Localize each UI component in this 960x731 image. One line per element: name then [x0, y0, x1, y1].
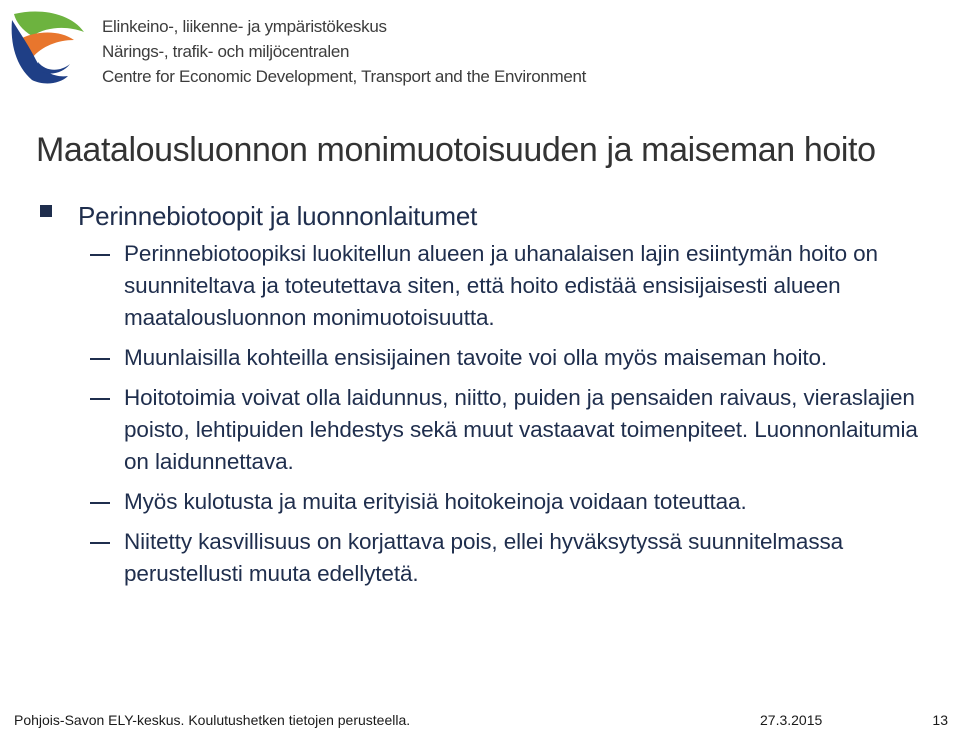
- page-number: 13: [932, 712, 948, 728]
- dash-bullet-icon: [90, 254, 110, 256]
- footer-source: Pohjois-Savon ELY-keskus. Koulutushetken tietojen perusteella.: [14, 712, 411, 728]
- sub-bullet-list: [0, 238, 960, 590]
- slide-content: [0, 198, 960, 598]
- sub-bullet-text: Myös kulotusta ja muita erityisiä hoitokeinoja voidaan toteuttaa.: [124, 489, 747, 514]
- slide-footer: [0, 709, 960, 731]
- sub-bullet-text: Muunlaisilla kohteilla ensisijainen tavoite voi olla myös maiseman hoito.: [124, 345, 828, 370]
- square-bullet-icon: [40, 205, 52, 217]
- sub-bullet-item: [0, 486, 940, 518]
- main-bullet-text: Perinnebiotoopit ja luonnonlaitumet: [78, 201, 478, 231]
- sub-bullet-text: Perinnebiotoopiksi luokitellun alueen ja uhanalaisen lajin esiintymän hoito on suunniteltava ja toteutettava siten, että hoito edistää ensisijaisesti alueen maatalousluonnon monimuotoisuutta.: [124, 241, 878, 330]
- footer-date: 27.3.2015: [760, 712, 823, 728]
- organization-names: [102, 14, 586, 89]
- dash-bullet-icon: [90, 358, 110, 360]
- org-name-english: Centre for Economic Development, Transport and the Environment: [102, 67, 587, 86]
- ely-logo-icon: [8, 6, 88, 86]
- org-name-finnish: Elinkeino-, liikenne- ja ympäristökeskus: [102, 17, 387, 36]
- sub-bullet-item: [0, 342, 940, 374]
- sub-bullet-item: [0, 526, 940, 590]
- slide-title: Maatalousluonnon monimuotoisuuden ja maiseman hoito: [36, 131, 876, 169]
- sub-bullet-item: [0, 382, 940, 478]
- dash-bullet-icon: [90, 502, 110, 504]
- sub-bullet-text: Niitetty kasvillisuus on korjattava pois, ellei hyväksytyssä suunnitelmassa perustellusti muuta edellytetä.: [124, 529, 844, 586]
- dash-bullet-icon: [90, 398, 110, 400]
- org-name-swedish: Närings-, trafik- och miljöcentralen: [102, 42, 350, 61]
- slide-header: [0, 0, 960, 100]
- main-bullet: [0, 198, 960, 238]
- sub-bullet-item: [0, 238, 940, 334]
- sub-bullet-text: Hoitotoimia voivat olla laidunnus, niitto, puiden ja pensaiden raivaus, vieraslajien poisto, lehtipuiden lehdestys sekä muut vastaavat toimenpiteet. Luonnonlaitumia on laidunnettava.: [124, 385, 918, 474]
- dash-bullet-icon: [90, 542, 110, 544]
